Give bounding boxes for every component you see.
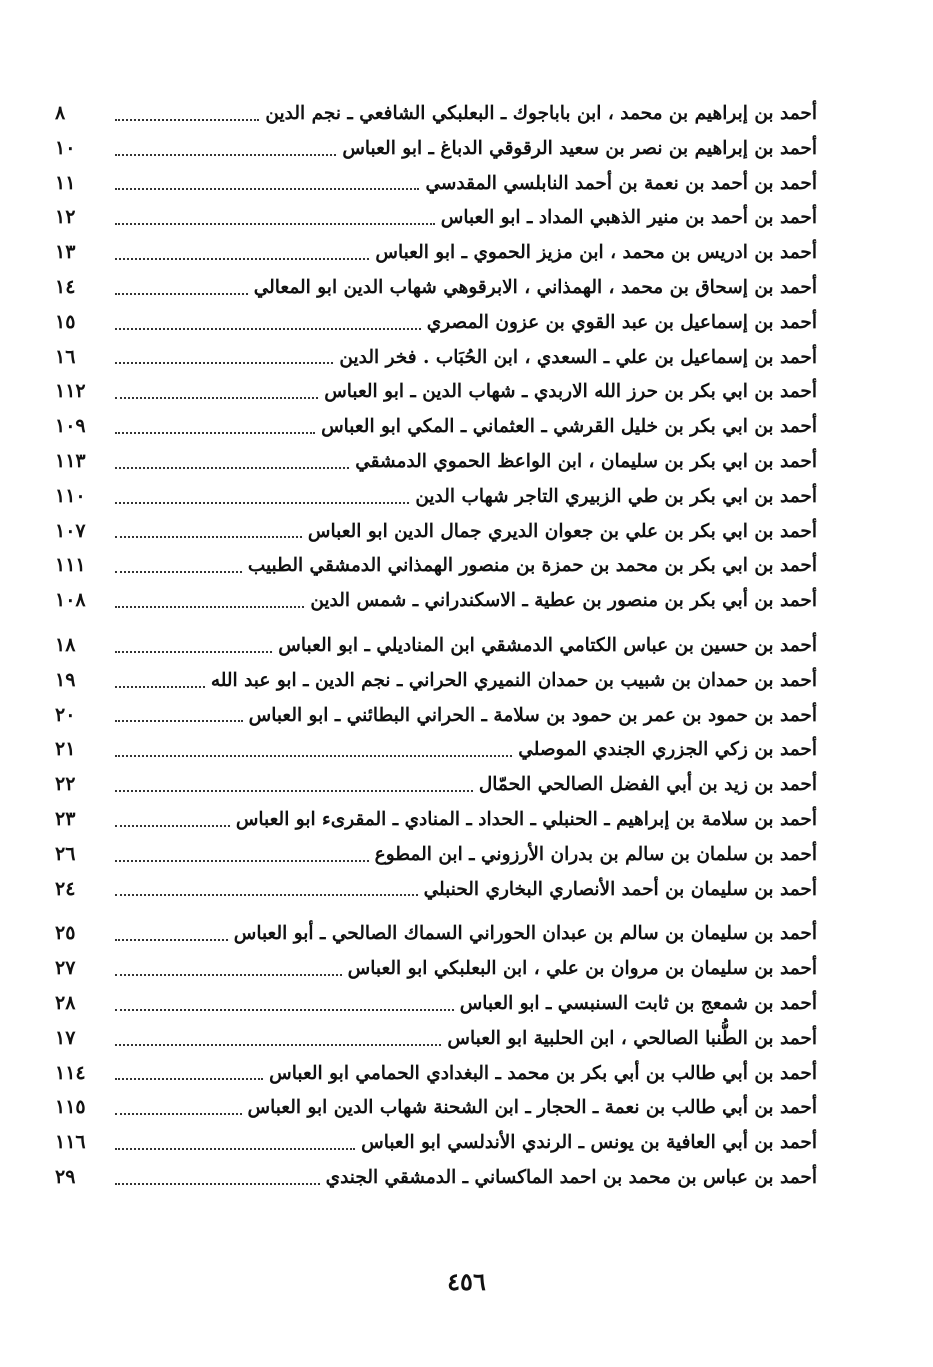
entry-page-number: ١٠ xyxy=(55,136,76,159)
entry-name: أحمد بن سلامة بن إبراهيم ـ الحنبلي ـ الحداد ـ المنادي ـ المقرىء ابو العباس xyxy=(235,808,817,830)
dot-leader xyxy=(115,431,315,434)
entry-page-number: ١٠٧ xyxy=(55,519,86,542)
entry-page-number: ٢٩ xyxy=(55,1165,76,1188)
entry-name: أحمد بن أبي العافية بن يونس ـ الرندي الأندلسي ابو العباس xyxy=(361,1132,817,1154)
dot-leader xyxy=(115,893,418,896)
entry-name: أحمد بن زكي الجزري الجندي الموصلي xyxy=(518,739,817,761)
entry-page-number: ١٠٩ xyxy=(55,415,86,438)
index-entry xyxy=(55,305,817,340)
index-entry xyxy=(55,1160,817,1195)
entry-page-number: ٨ xyxy=(55,102,66,124)
dot-leader xyxy=(115,466,349,469)
index-entry xyxy=(55,444,817,479)
entry-name: أحمد بن ابي بكر بن حرز الله الاربدي ـ شهاب الدين ـ ابو العباس xyxy=(324,381,817,403)
index-entry xyxy=(55,270,817,305)
index-entry xyxy=(55,235,817,270)
dot-leader xyxy=(115,605,304,608)
dot-leader xyxy=(115,973,342,976)
entry-page-number: ١١٤ xyxy=(55,1061,86,1084)
entry-name: أحمد بن ابي بكر بن محمد بن حمزة بن منصور الهمذاني الدمشقي الطبيب xyxy=(247,555,817,577)
dot-leader xyxy=(115,789,473,792)
index-entry xyxy=(55,872,817,907)
entry-name: أحمد بن زيد بن أبي الفضل الصالحي الحمّال xyxy=(478,774,817,796)
entry-page-number: ١٩ xyxy=(55,668,76,691)
entry-name: أحمد بن الطُّنبا الصالحي ، ابن الحلبية ابو العباس xyxy=(447,1027,817,1049)
index-entry xyxy=(55,200,817,235)
entry-name: أحمد بن إسماعيل بن علي ـ السعدي ، ابن الحُبَاب . فخر الدين xyxy=(339,346,817,368)
entry-page-number: ٢٧ xyxy=(55,957,76,980)
index-entry xyxy=(55,514,817,549)
entry-page-number: ٢١ xyxy=(55,738,76,761)
entry-page-number: ١٦ xyxy=(55,345,76,368)
entry-name: أحمد بن حسين بن عباس الكتامي الدمشقي ابن المناديلي ـ ابو العباس xyxy=(278,634,817,656)
dot-leader xyxy=(115,570,242,573)
dot-leader xyxy=(115,754,512,757)
index-entry xyxy=(55,1056,817,1091)
dot-leader xyxy=(115,1077,263,1080)
entry-page-number: ١٣ xyxy=(55,241,76,264)
index-entry xyxy=(55,374,817,409)
dot-leader xyxy=(115,327,421,330)
entry-name: أحمد بن شمعج بن ثابت السنبسي ـ ابو العباس xyxy=(459,992,817,1014)
dot-leader xyxy=(115,1043,441,1046)
entry-name: أحمد بن سليمان بن مروان بن علي ، ابن البعلبكي ابو العباس xyxy=(347,958,817,980)
index-entry xyxy=(55,1090,817,1125)
dot-leader xyxy=(115,824,230,827)
entry-name: أحمد بن إسحاق بن محمد ، الهمذاني ، الابرقوهي شهاب الدين ابو المعالي xyxy=(253,276,817,298)
entry-name: أحمد بن سلمان بن سالم بن بدران الأرزوني ـ ابن المطوع xyxy=(374,843,817,865)
dot-leader xyxy=(115,501,409,504)
index-entry xyxy=(55,479,817,514)
dot-leader xyxy=(115,719,243,722)
dot-leader xyxy=(115,153,336,156)
index-entry xyxy=(55,409,817,444)
dot-leader xyxy=(115,535,302,538)
entry-name: أحمد بن ابي بكر بن طي الزبيري التاجر شهاب الدين xyxy=(415,485,817,507)
index-entry xyxy=(55,663,817,698)
entry-name: أحمد بن إبراهيم بن محمد ، ابن باباجوك ـ البعلبكي الشافعي ـ نجم الدين xyxy=(265,103,817,124)
dot-leader xyxy=(115,650,272,653)
entry-name: أحمد بن أحمد بن منير الذهبي المداد ـ ابو العباس xyxy=(440,207,817,229)
dot-leader xyxy=(115,361,333,364)
entry-name: أحمد بن ابي بكر بن علي بن جعوان الديري جمال الدين ابو العباس xyxy=(307,520,817,542)
index-entry xyxy=(55,916,817,951)
entry-name: أحمد بن سليمان بن أحمد الأنصاري البخاري الحنبلي xyxy=(423,878,817,900)
entry-page-number: ١٤ xyxy=(55,275,76,298)
entry-page-number: ٢٤ xyxy=(55,877,76,900)
index-entry xyxy=(55,732,817,767)
index-entry xyxy=(55,837,817,872)
index-entry xyxy=(55,96,817,131)
entry-page-number: ٢٣ xyxy=(55,807,76,830)
index-entry xyxy=(55,583,817,618)
entry-name: أحمد بن إسماعيل بن عبد القوي بن عزون المصري xyxy=(426,311,817,333)
index-entry xyxy=(55,131,817,166)
index-entry xyxy=(55,951,817,986)
entry-page-number: ٢٢ xyxy=(55,773,76,796)
dot-leader xyxy=(115,938,228,941)
entry-name: أحمد بن أبي طالب بن أبي بكر بن محمد ـ البغدادي الحمامي ابو العباس xyxy=(269,1062,817,1084)
entry-page-number: ٢٨ xyxy=(55,991,76,1014)
entry-page-number: ١١٠ xyxy=(55,484,86,507)
index-entry xyxy=(55,628,817,663)
index-entry xyxy=(55,986,817,1021)
entry-page-number: ٢٠ xyxy=(55,703,76,726)
entry-name: أحمد بن أبي طالب بن نعمة ـ الحجار ـ ابن الشحنة شهاب الدين ابو العباس xyxy=(247,1097,817,1119)
entry-page-number: ١٧ xyxy=(55,1026,76,1049)
dot-leader xyxy=(115,1147,355,1150)
index-entry xyxy=(55,166,817,201)
dot-leader xyxy=(115,396,318,399)
entry-name: أحمد بن إبراهيم بن نصر بن سعيد الرقوقي الدباغ ـ ابو العباس xyxy=(342,137,817,159)
entry-page-number: ١٥ xyxy=(55,310,76,333)
dot-leader xyxy=(115,187,419,190)
index-entry xyxy=(55,1125,817,1160)
entry-name: أحمد بن حمود بن عمر بن حمود بن سلامة ـ الحراني البطائني ـ ابو العباس xyxy=(248,704,817,726)
dot-leader xyxy=(115,222,435,225)
entry-name: أحمد بن ابي بكر بن خليل القرشي ـ العثماني ـ المكي ابو العباس xyxy=(321,416,817,438)
dot-leader xyxy=(115,685,205,688)
entry-page-number: ١٨ xyxy=(55,633,76,656)
entry-page-number: ١١٢ xyxy=(55,380,86,403)
dot-leader xyxy=(115,859,369,862)
entry-name: أحمد بن أحمد بن نعمة بن أحمد النابلسي المقدسي xyxy=(425,172,817,194)
entry-page-number: ٢٦ xyxy=(55,842,76,865)
entry-page-number: ١١٦ xyxy=(55,1131,86,1154)
index-entry xyxy=(55,802,817,837)
entry-page-number: ١٠٨ xyxy=(55,589,86,612)
page-number: ٤٥٦ xyxy=(447,1267,486,1296)
dot-leader xyxy=(115,1182,320,1185)
index-entry xyxy=(55,1021,817,1056)
index-entry xyxy=(55,340,817,375)
entry-page-number: ١١٣ xyxy=(55,449,86,472)
index-entry xyxy=(55,548,817,583)
dot-leader xyxy=(115,257,369,260)
index-entry xyxy=(55,698,817,733)
entry-name: أحمد بن عباس بن محمد بن احمد الماكساني ـ الدمشقي الجندي xyxy=(325,1166,817,1188)
entry-page-number: ١٢ xyxy=(55,206,76,229)
name-index-list xyxy=(55,96,817,1195)
entry-page-number: ١١٥ xyxy=(55,1096,86,1119)
index-entry xyxy=(55,767,817,802)
dot-leader xyxy=(115,292,248,295)
entry-name: أحمد بن أبي بكر بن منصور بن عطية ـ الاسكندراني ـ شمس الدين xyxy=(310,590,817,612)
entry-page-number: ١١ xyxy=(55,171,76,194)
dot-leader xyxy=(115,1008,454,1011)
entry-name: أحمد بن حمدان بن شبيب بن حمدان النميري الحراني ـ نجم الدين ـ ابو عبد الله xyxy=(210,669,817,691)
dot-leader xyxy=(115,118,259,121)
entry-name: أحمد بن سليمان بن سالم بن عبدان الحوراني السماك الصالحي ـ أبو العباس xyxy=(233,923,817,945)
entry-name: أحمد بن ابي بكر بن سليمان ، ابن الواعظ الحموي الدمشقي xyxy=(355,450,817,472)
dot-leader xyxy=(115,1112,242,1115)
entry-name: أحمد بن ادريس بن محمد ، ابن مزيز الحموي ـ ابو العباس xyxy=(375,242,817,264)
entry-page-number: ٢٥ xyxy=(55,922,76,945)
entry-page-number: ١١١ xyxy=(55,554,86,577)
